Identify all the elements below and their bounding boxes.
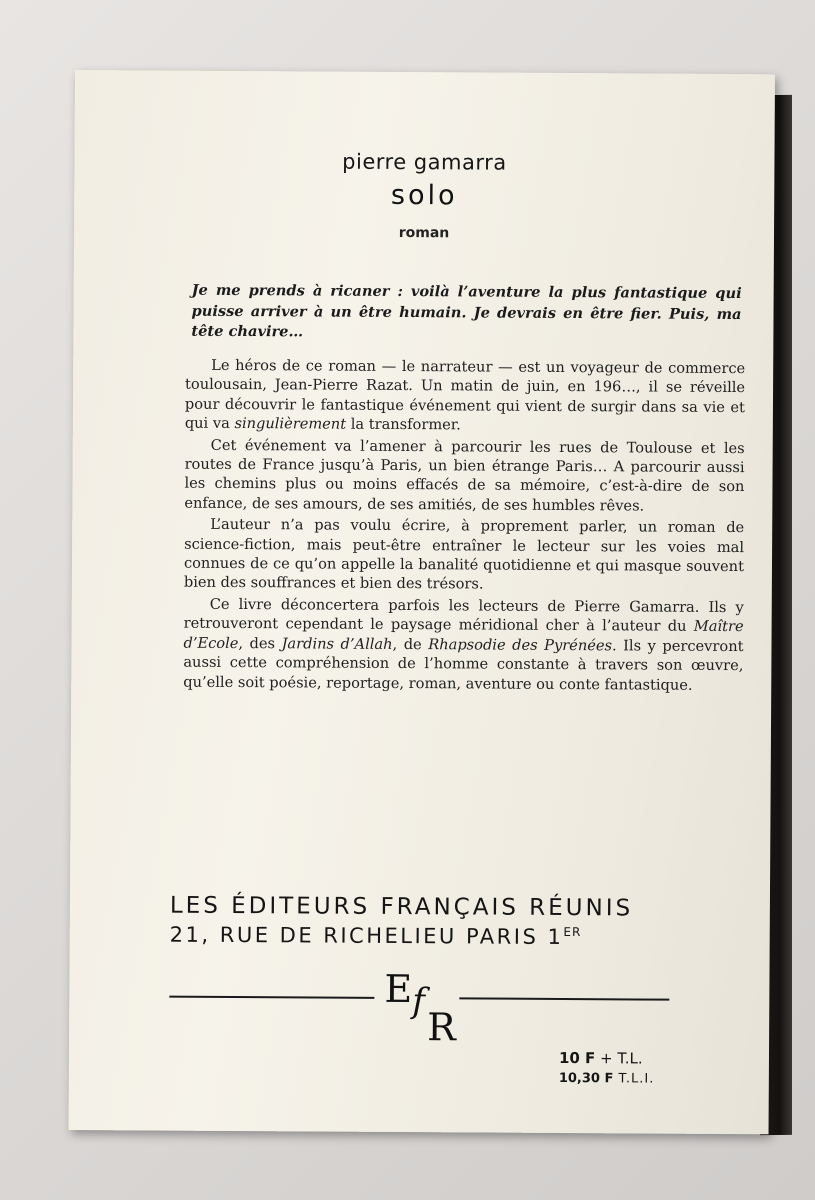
price-suffix: T.L.I. xyxy=(613,1071,655,1087)
excerpt-quote: Je me prends à ricaner : voilà l’aventure la plus fantastique qui puisse arriver à un être humain. Je devrais en être fier. Puis, ma tête chavire… xyxy=(191,281,742,341)
address-text: 21, RUE DE RICHELIEU PARIS 1 xyxy=(169,922,564,949)
price-line-1 xyxy=(559,1049,749,1068)
emphasis-text: singulièrement xyxy=(234,415,347,433)
text-span: la transformer. xyxy=(346,415,461,434)
price-line-2 xyxy=(559,1071,749,1087)
book-title: solo xyxy=(390,179,458,212)
logo-rule-right xyxy=(459,997,669,1000)
address-superscript: ER xyxy=(563,924,582,940)
publisher-name: LES ÉDITEURS FRANÇAIS RÉUNIS xyxy=(169,892,634,922)
logo-letter-r: R xyxy=(427,1005,456,1050)
price-suffix: + T.L. xyxy=(595,1049,643,1068)
price-block xyxy=(559,1049,749,1087)
logo-letter-e: E xyxy=(384,966,413,1012)
text-span: Le héros de ce roman — le narrateur — est un voyageur de commerce toulousain, Jean-Pierre Razat. Un matin de juin, en 196…, il se réveille pour découvrir le fantastique événement qui vient de surgir dans sa vie et qui va xyxy=(184,356,746,433)
description-paragraph-4 xyxy=(183,595,744,695)
publisher-address xyxy=(170,923,690,950)
description-paragraph-3: L’auteur n’a pas voulu écrire, à proprement parler, un roman de science-fiction, mais peut-être entraîner le lecteur sur les voies mal connues de ce qu’on appelle la banalité quotidienne et qui masque souvent bien des souffrances et bien des trésors. xyxy=(183,516,745,593)
description-paragraph-2: Cet événement va l’amener à parcourir les rues de Toulouse et les routes de France jusqu’à Paris, un bien étrange Paris… A parcourir aussi les chemins plus ou moins effacés de sa mémoire, c’est-à-dire de son enfance, de ses amours, de ses amitiés, de ses humbles rêves. xyxy=(184,436,745,515)
logo-rule-left xyxy=(169,996,374,999)
book-reference: Rhapsodie des Pyrénées xyxy=(428,635,613,654)
book-reference: Jardins d’Allah xyxy=(281,634,393,653)
text-span: , des xyxy=(238,634,282,652)
text-span: , de xyxy=(392,635,429,653)
logo-letter-f: f xyxy=(412,981,426,1022)
description-paragraph-1 xyxy=(185,356,745,437)
author-name: pierre gamarra xyxy=(342,149,507,175)
back-cover xyxy=(69,70,775,1134)
book-reference: Maître d’Ecole xyxy=(183,618,744,652)
publisher-block xyxy=(170,893,690,950)
publisher-logo xyxy=(169,966,670,1059)
price-amount: 10 F xyxy=(558,1048,596,1068)
book-genre: roman xyxy=(398,224,450,242)
book-description xyxy=(183,356,745,697)
text-span: . Ils y percevront aussi cette compréhension de l’homme constante à travers son œuvre, qu’elle soit poésie, reportage, roman, aventure ou conte fantastique. xyxy=(183,636,744,694)
text-span: Ce livre déconcertera parfois les lecteurs de Pierre Gamarra. Ils y retrouveront cependant le paysage méridional cher à l’auteur du xyxy=(183,595,744,636)
price-amount: 10,30 F xyxy=(558,1070,614,1087)
